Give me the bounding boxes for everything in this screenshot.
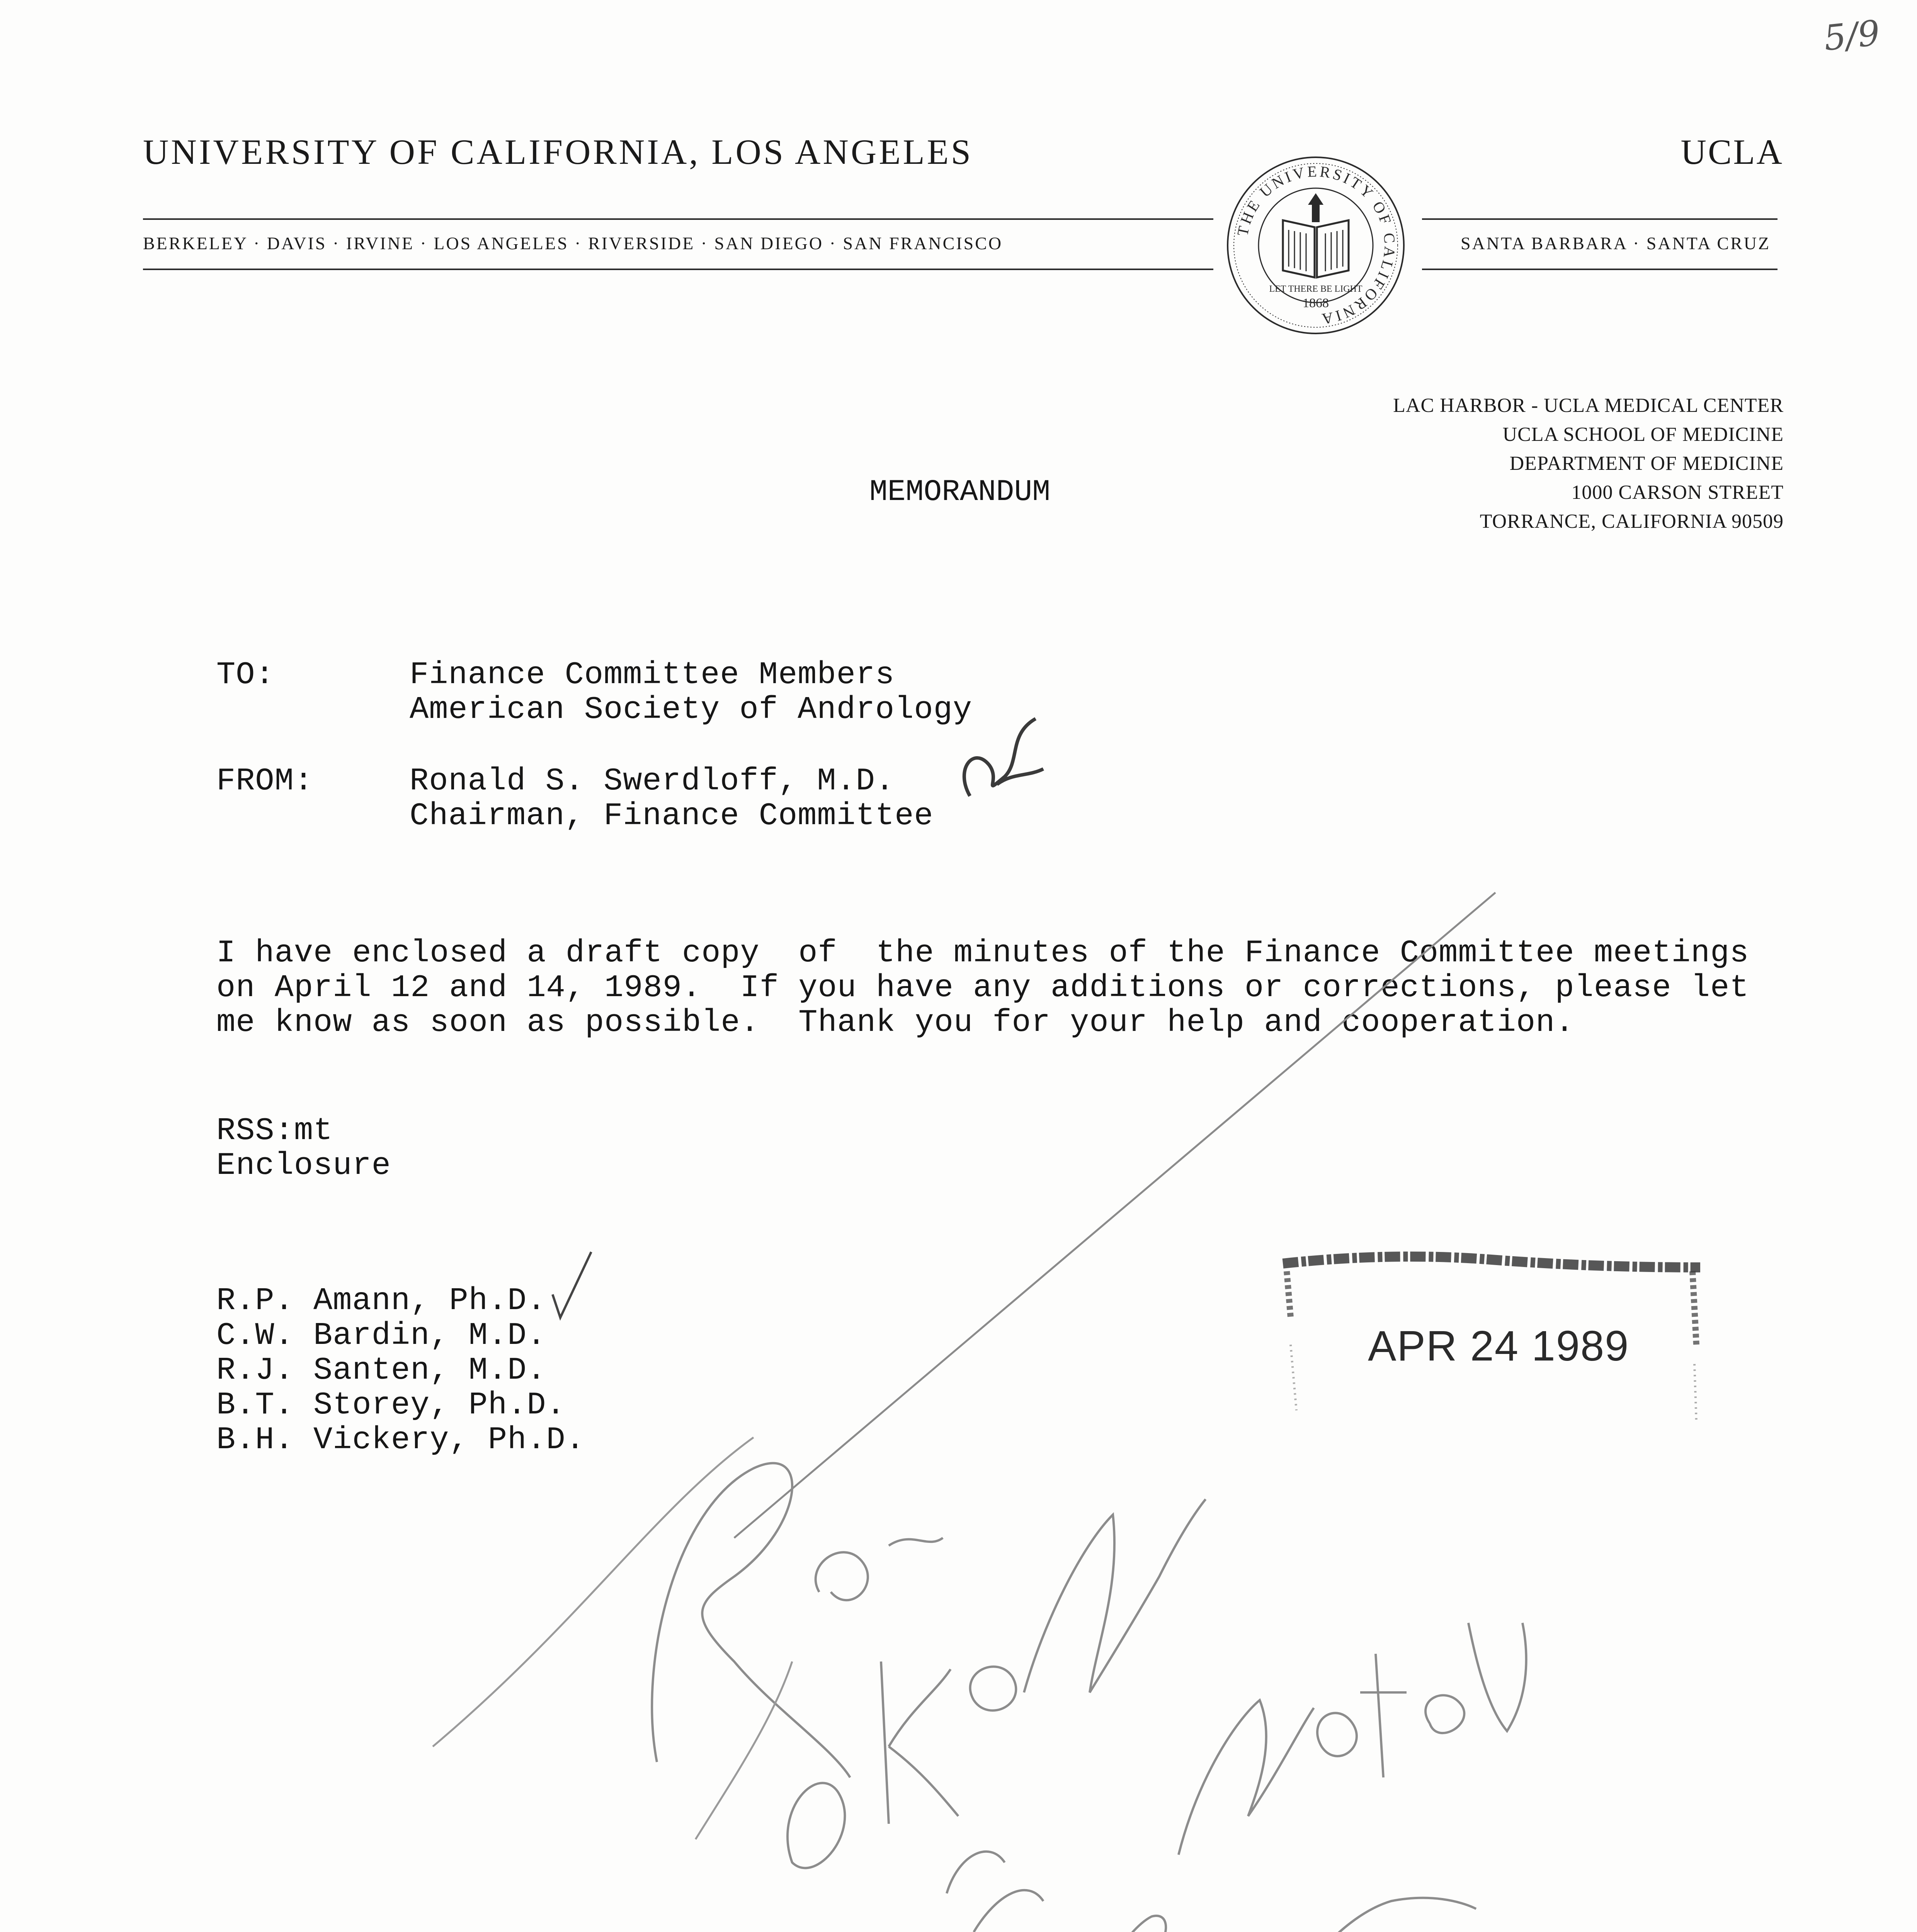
stamp-date: APR 24 1989: [1368, 1322, 1630, 1370]
from-title: Chairman, Finance Committee: [410, 798, 934, 834]
address-line: DEPARTMENT OF MEDICINE: [1509, 452, 1784, 474]
campus-list-left: BERKELEY · DAVIS · IRVINE · LOS ANGELES · RIVERSIDE · SAN DIEGO · SAN FRANCISCO: [143, 233, 1003, 253]
address-line: LAC HARBOR - UCLA MEDICAL CENTER: [1393, 395, 1784, 417]
body-line: me know as soon as possible. Thank you for your help and cooperation.: [216, 1005, 1575, 1041]
to-organization: American Society of Andrology: [410, 692, 973, 728]
cc-recipient: C.W. Bardin, M.D.: [216, 1318, 546, 1354]
typist-initials: RSS:mt: [216, 1113, 333, 1149]
from-name: Ronald S. Swerdloff, M.D.: [410, 763, 895, 799]
from-label: FROM:: [216, 763, 314, 799]
university-name: UNIVERSITY OF CALIFORNIA, LOS ANGELES: [143, 132, 973, 172]
cc-recipient: R.P. Amann, Ph.D.: [216, 1283, 546, 1319]
letterhead-rule: [1422, 218, 1778, 220]
letterhead-rule: [143, 218, 1213, 220]
letterhead-rule: [1422, 269, 1778, 270]
cc-recipient: B.T. Storey, Ph.D.: [216, 1387, 566, 1423]
body-line: I have enclosed a draft copy of the minutes of the Finance Committee meetings: [216, 935, 1749, 971]
seal-motto: LET THERE BE LIGHT: [1269, 284, 1362, 294]
cc-recipient: R.J. Santen, M.D.: [216, 1352, 546, 1388]
memo-heading: MEMORANDUM: [869, 475, 1051, 509]
campus-list-right: SANTA BARBARA · SANTA CRUZ: [1461, 233, 1771, 253]
cc-recipient: B.H. Vickery, Ph.D.: [216, 1422, 585, 1458]
address-line: TORRANCE, CALIFORNIA 90509: [1480, 510, 1784, 532]
seal-ring-text: THE UNIVERSITY OF CALIFORNIA: [1233, 162, 1399, 328]
corner-handwritten-note: 5/9: [1822, 12, 1882, 59]
address-line: 1000 CARSON STREET: [1571, 481, 1784, 503]
body-line: on April 12 and 14, 1989. If you have any additions or corrections, please let: [216, 970, 1749, 1006]
address-line: UCLA SCHOOL OF MEDICINE: [1502, 423, 1784, 446]
ucla-abbreviation: UCLA: [1681, 132, 1784, 172]
to-label: TO:: [216, 657, 275, 693]
letterhead-rule: [143, 269, 1213, 270]
to-recipients: Finance Committee Members: [410, 657, 895, 693]
enclosure-note: Enclosure: [216, 1148, 391, 1184]
university-seal-icon: [1225, 155, 1407, 336]
seal-year: 1868: [1303, 296, 1329, 310]
